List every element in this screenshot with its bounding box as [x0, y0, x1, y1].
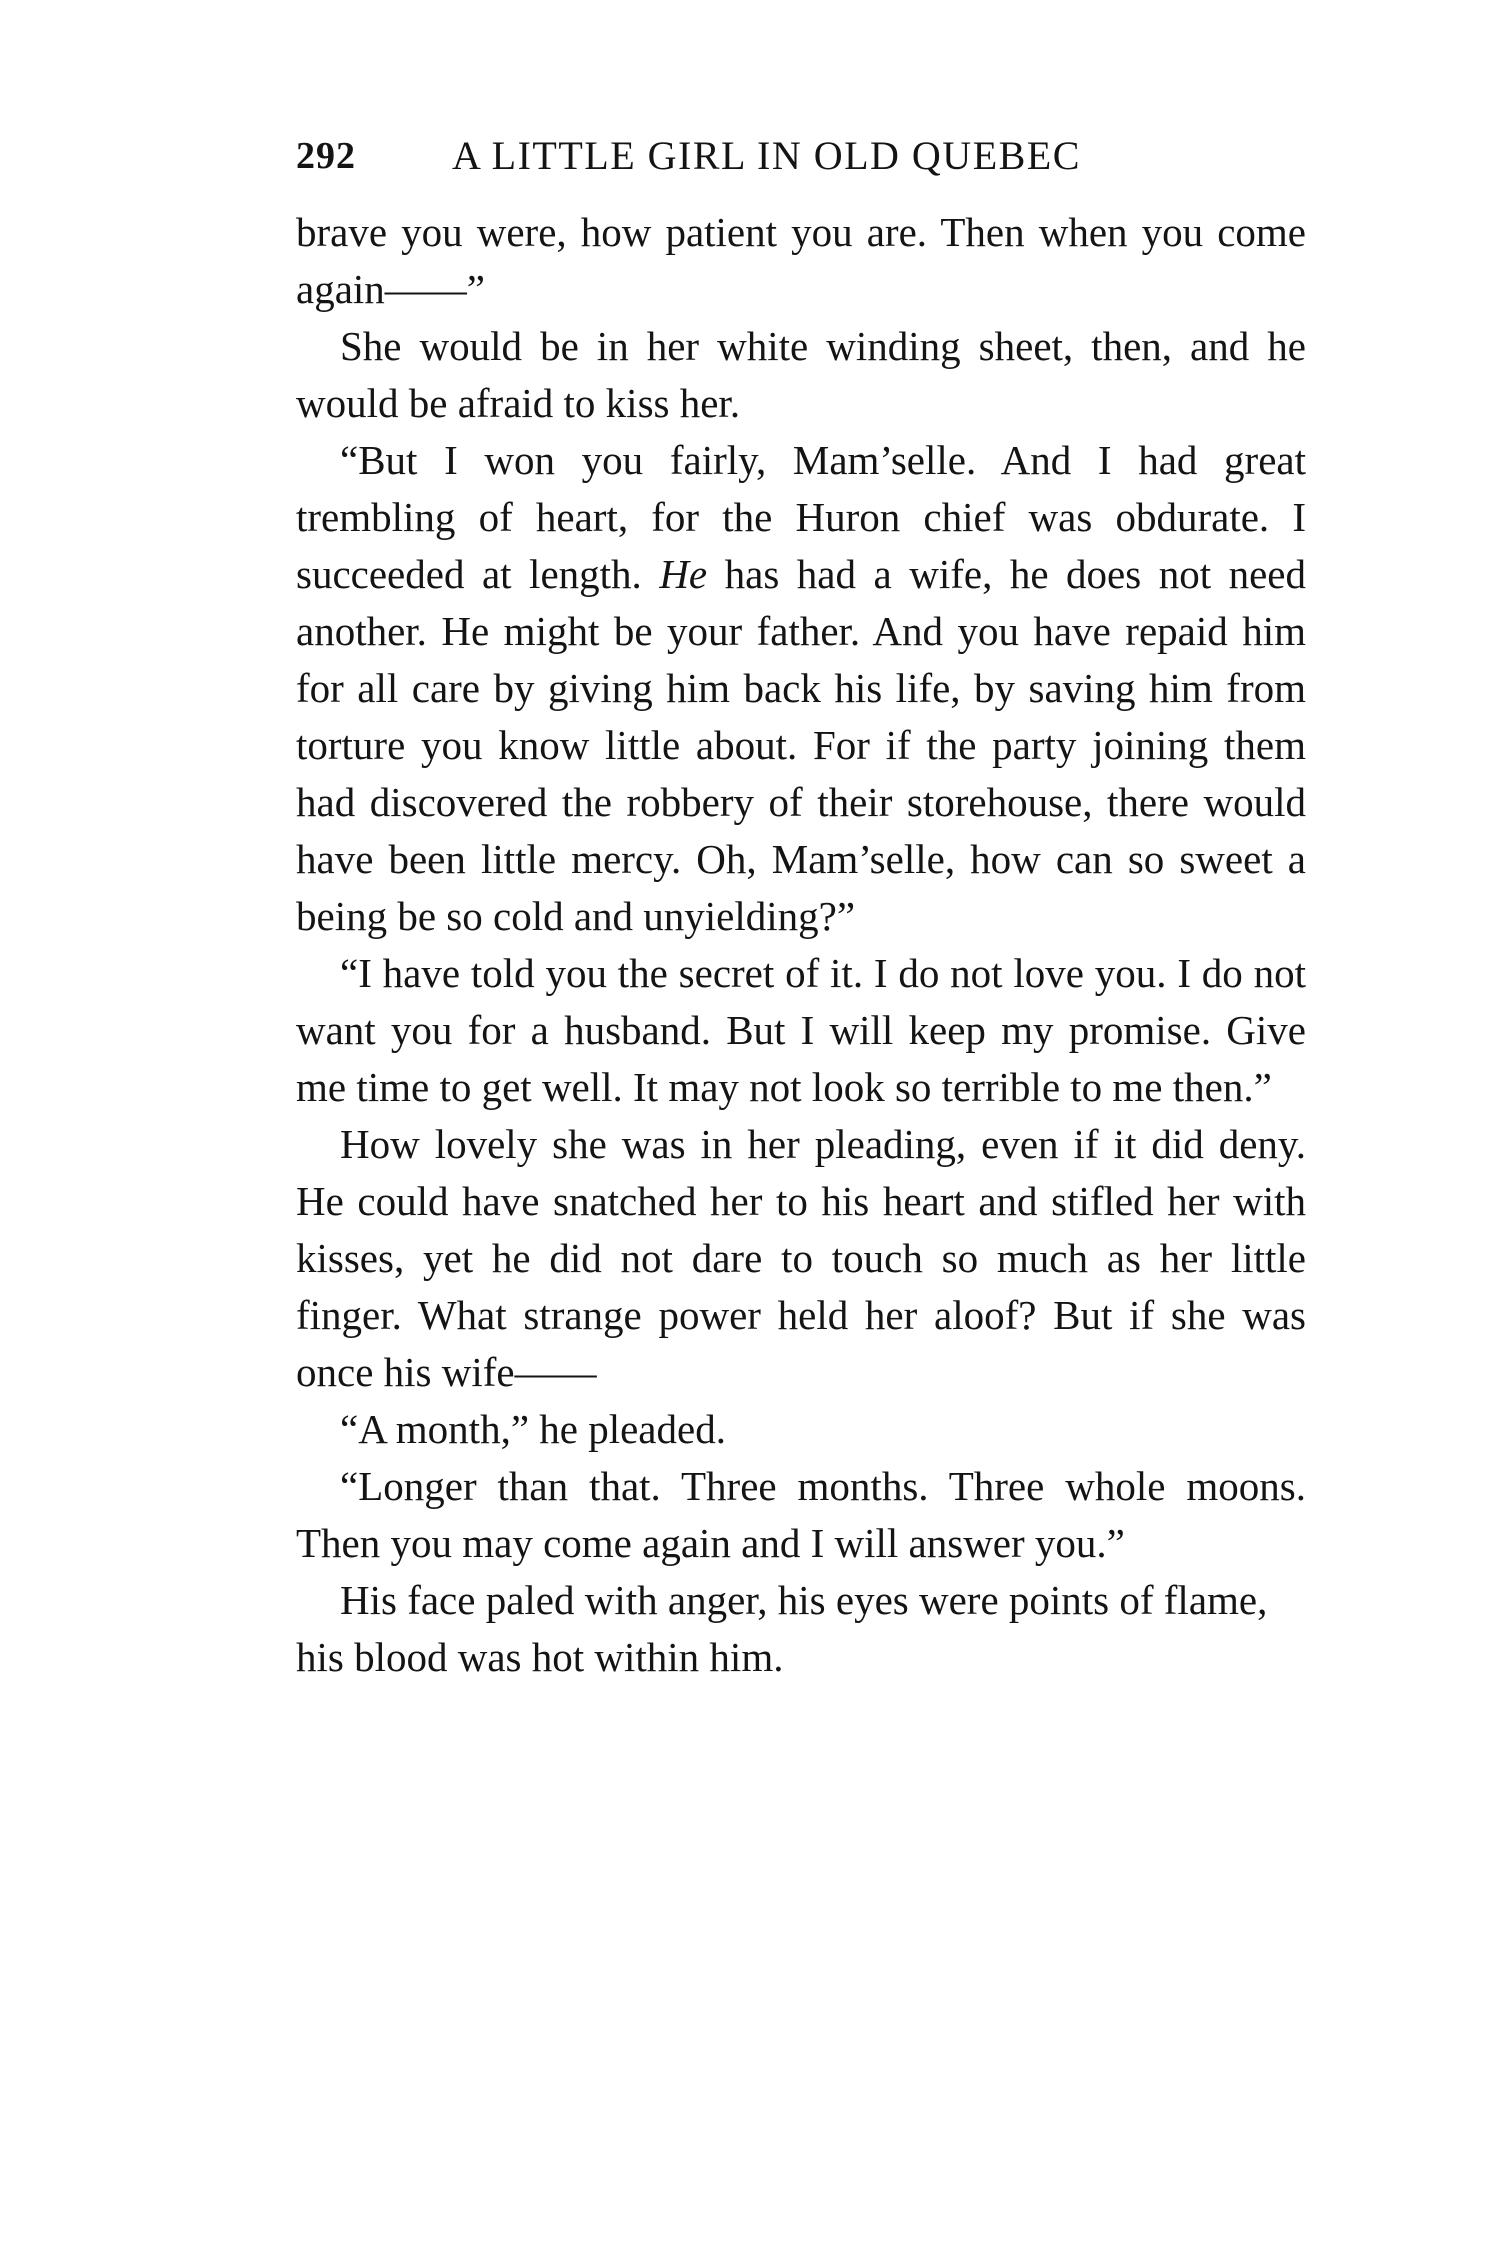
paragraph: “Longer than that. Three months. Three whole moons. Then you may come again and I will answer you.” — [296, 1463, 1306, 1566]
running-head — [296, 126, 1306, 186]
page-number: 292 — [296, 135, 356, 177]
body-text — [296, 204, 1306, 1686]
italic-emphasis: He — [659, 551, 708, 597]
paragraph-text: has had a wife, he does not need another. He might be your father. And you have repaid him for all care by giving him back his life, by saving him from torture you know little about. For if the party joining them had discovered the robbery of their storehouse, there would have been little mercy. Oh, Mam’selle, how can so sweet a being be so cold and unyielding?” — [296, 551, 1307, 939]
paragraph: “A month,” he pleaded. — [340, 1406, 726, 1452]
paragraph: brave you were, how patient you are. Then when you come again——” — [296, 209, 1306, 312]
paragraph: How lovely she was in her pleading, even if it did deny. He could have snatched her to his heart and stifled her with kisses, yet he did not dare to touch so much as her little finger. What strange power held her aloof? But if she was once his wife—— — [296, 1121, 1306, 1395]
paragraph — [296, 432, 1306, 945]
book-title: A LITTLE GIRL IN OLD QUEBEC — [452, 133, 1081, 178]
paragraph: “I have told you the secret of it. I do not love you. I do not want you for a husband. But I will keep my promise. Give me time to get well. It may not look so terrible to me then.” — [296, 950, 1306, 1110]
paragraph: She would be in her white winding sheet, then, and he would be afraid to kiss her. — [296, 323, 1306, 426]
paragraph: His face paled with anger, his eyes were points of flame, his blood was hot within him. — [296, 1577, 1268, 1680]
paragraph-text: “But I won you fairly, Mam’selle. And I had great trembling of heart, for the Huron chief was obdurate. I succeeded at length. — [296, 437, 1306, 597]
